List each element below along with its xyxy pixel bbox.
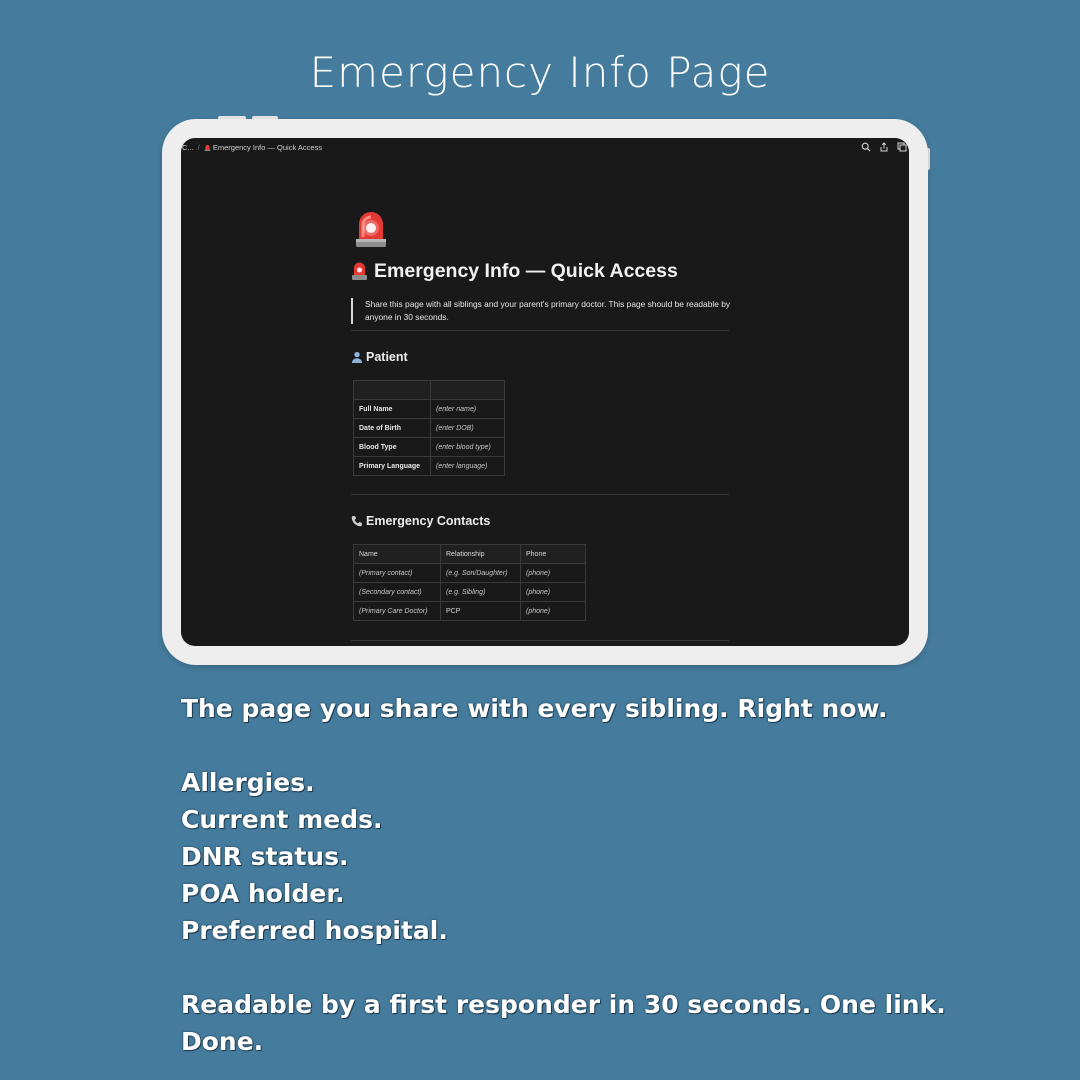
caption-spacer — [181, 949, 1041, 986]
caption-line: Preferred hospital. — [181, 916, 448, 945]
person-icon — [351, 351, 363, 363]
table-header-cell[interactable] — [431, 381, 505, 400]
topbar-actions — [853, 142, 907, 154]
table-cell[interactable]: PCP — [441, 602, 521, 621]
caption-line: The page you share with every sibling. Right now. — [181, 694, 888, 723]
breadcrumb-parent[interactable]: C... — [182, 143, 194, 152]
top-bar — [181, 138, 909, 158]
callout-quote: Share this page with all siblings and your parent's primary doctor. This page should be readable by anyone in 30 seconds. — [351, 298, 735, 324]
siren-icon — [204, 144, 211, 151]
breadcrumb-separator: / — [197, 143, 200, 152]
app-screen — [181, 138, 909, 646]
table-cell[interactable]: Full Name — [354, 400, 431, 419]
contacts-heading-text: Emergency Contacts — [366, 514, 491, 528]
patient-heading — [351, 350, 408, 364]
table-header-cell[interactable]: Name — [354, 545, 441, 564]
table-row — [354, 457, 505, 476]
contacts-table — [353, 544, 586, 621]
caption-spacer — [181, 727, 1041, 764]
breadcrumb-page[interactable]: Emergency Info — Quick Access — [212, 143, 323, 152]
contacts-heading — [351, 514, 490, 528]
siren-icon[interactable] — [353, 208, 389, 248]
caption-line: Allergies. — [181, 768, 315, 797]
table-cell[interactable]: (Primary Care Doctor) — [354, 602, 441, 621]
table-row — [354, 438, 505, 457]
table-cell[interactable]: (enter blood type) — [431, 438, 505, 457]
table-cell[interactable]: (e.g. Son/Daughter) — [441, 564, 521, 583]
table-cell[interactable]: (phone) — [521, 583, 586, 602]
promo-caption — [181, 690, 1041, 1060]
table-row — [354, 564, 586, 583]
caption-line: Done. — [181, 1027, 264, 1056]
table-row — [354, 419, 505, 438]
share-icon[interactable] — [879, 142, 889, 152]
divider — [351, 640, 729, 641]
page-title-text: Emergency Info — Quick Access — [374, 260, 678, 282]
divider — [351, 330, 729, 331]
divider — [351, 494, 729, 495]
patient-heading-text: Patient — [366, 350, 408, 364]
table-header-cell[interactable]: Phone — [521, 545, 586, 564]
siren-icon — [351, 260, 368, 280]
table-header-cell[interactable] — [354, 381, 431, 400]
search-icon[interactable] — [861, 142, 871, 152]
table-cell[interactable]: (e.g. Sibling) — [441, 583, 521, 602]
table-cell[interactable]: (enter name) — [431, 400, 505, 419]
page-title — [351, 260, 678, 283]
table-cell[interactable]: (enter language) — [431, 457, 505, 476]
breadcrumb — [182, 143, 322, 152]
duplicate-icon[interactable] — [897, 142, 907, 152]
tablet-frame — [162, 119, 928, 665]
caption-line: DNR status. — [181, 842, 349, 871]
table-cell[interactable]: Date of Birth — [354, 419, 431, 438]
table-row — [354, 583, 586, 602]
table-row — [354, 400, 505, 419]
table-cell[interactable]: (phone) — [521, 564, 586, 583]
caption-line: POA holder. — [181, 879, 345, 908]
table-header-row — [354, 545, 586, 564]
patient-table — [353, 380, 505, 476]
promo-title: Emergency Info Page — [309, 48, 771, 97]
table-header-cell[interactable]: Relationship — [441, 545, 521, 564]
phone-icon — [351, 515, 363, 527]
table-cell[interactable]: (phone) — [521, 602, 586, 621]
table-header-row — [354, 381, 505, 400]
table-row — [354, 602, 586, 621]
caption-line: Current meds. — [181, 805, 383, 834]
table-cell[interactable]: (enter DOB) — [431, 419, 505, 438]
table-cell[interactable]: (Primary contact) — [354, 564, 441, 583]
table-cell[interactable]: Primary Language — [354, 457, 431, 476]
table-cell[interactable]: Blood Type — [354, 438, 431, 457]
table-cell[interactable]: (Secondary contact) — [354, 583, 441, 602]
caption-line: Readable by a first responder in 30 seconds. One link. — [181, 990, 946, 1019]
